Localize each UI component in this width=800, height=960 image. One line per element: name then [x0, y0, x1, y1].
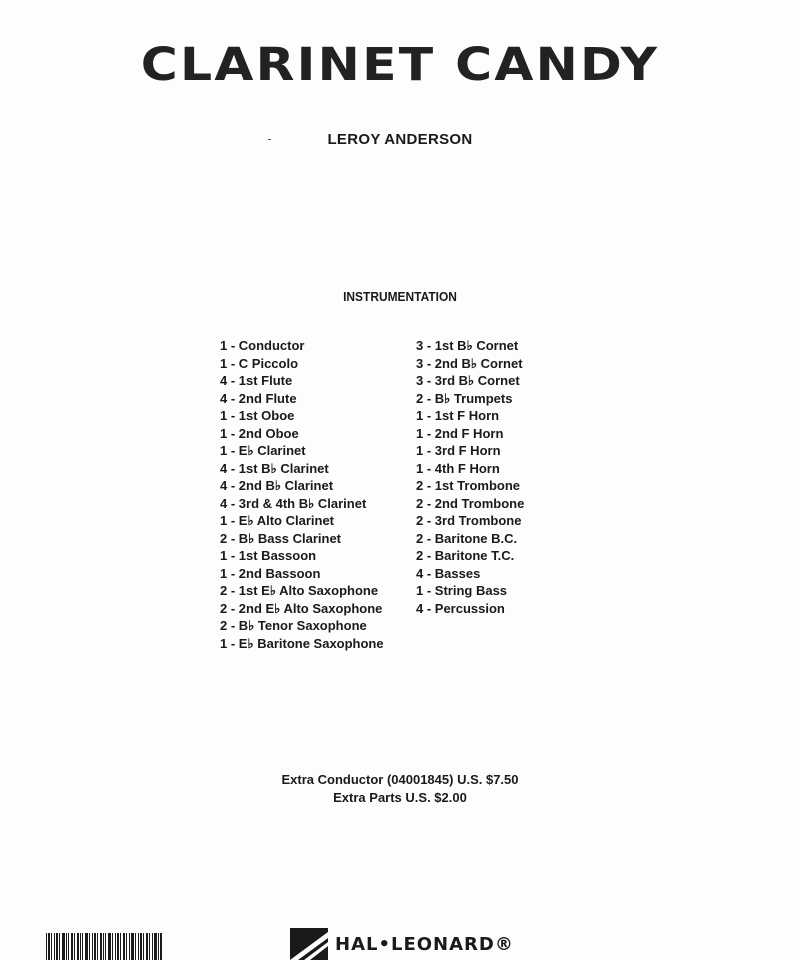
instrument-item: 1 - 3rd F Horn	[416, 443, 501, 458]
instrument-item: 4 - Percussion	[416, 600, 505, 616]
instrument-item: 2 - B♭ Tenor Saxophone	[220, 618, 367, 633]
composer: LEROY ANDERSON	[327, 131, 473, 148]
instrument-list-left	[220, 337, 384, 652]
instrument-item: 1 - String Bass	[416, 583, 508, 598]
extra-prices	[0, 771, 800, 807]
extra-parts-price: Extra Parts U.S. $2.00	[333, 790, 467, 805]
instrument-item: 4 - 1st B♭ Clarinet	[220, 460, 329, 476]
instrument-item: 2 - 1st E♭ Alto Saxophone	[220, 583, 379, 598]
publisher-logo	[290, 928, 514, 960]
instrument-item: 4 - 1st Flute	[220, 373, 293, 388]
instrument-item: 4 - 3rd & 4th B♭ Clarinet	[220, 495, 367, 511]
hal-leonard-logo-mark	[290, 928, 328, 960]
instrument-item: 4 - 2nd B♭ Clarinet	[220, 478, 334, 493]
instrument-item: 1 - 1st F Horn	[416, 408, 500, 423]
instrument-item: 1 - E♭ Alto Clarinet	[220, 513, 334, 528]
instrument-item: 1 - 2nd Oboe	[220, 425, 299, 441]
instrument-item: 2 - Baritone B.C.	[416, 530, 518, 546]
instrument-item: 3 - 3rd B♭ Cornet	[416, 373, 520, 388]
instrument-item: 1 - Conductor	[220, 338, 305, 353]
instrument-item: 1 - 2nd Bassoon	[220, 565, 321, 581]
instrument-item: 1 - 1st Bassoon	[220, 548, 317, 563]
barcode	[46, 933, 162, 960]
title: CLARINET CANDY	[140, 38, 660, 91]
instrument-item: 3 - 1st B♭ Cornet	[416, 338, 519, 353]
instrument-item: 1 - E♭ Baritone Saxophone	[220, 635, 384, 651]
instrument-item: 2 - Baritone T.C.	[416, 548, 515, 563]
instrument-item: 2 - B♭ Bass Clarinet	[220, 530, 342, 546]
instrument-item: 1 - 2nd F Horn	[416, 425, 504, 441]
publisher-name: HAL•LEONARD®	[335, 933, 514, 955]
instrument-item: 1 - E♭ Clarinet	[220, 443, 306, 458]
instrumentation-heading: INSTRUMENTATION	[343, 289, 457, 304]
instrument-item: 2 - 3rd Trombone	[416, 513, 522, 528]
instrument-item: 2 - 1st Trombone	[416, 478, 521, 493]
instrument-item: 1 - 4th F Horn	[416, 460, 500, 476]
instrument-item: 4 - Basses	[416, 565, 481, 581]
instrument-item: 2 - 2nd Trombone	[416, 495, 525, 511]
instrument-item: 4 - 2nd Flute	[220, 390, 297, 406]
instrument-item: 1 - 1st Oboe	[220, 408, 295, 423]
extra-conductor-price: Extra Conductor (04001845) U.S. $7.50	[281, 772, 519, 787]
instrument-item: 1 - C Piccolo	[220, 355, 299, 371]
instrument-item: 2 - B♭ Trumpets	[416, 390, 513, 406]
instrument-list-right	[416, 337, 524, 617]
instrument-item: 2 - 2nd E♭ Alto Saxophone	[220, 600, 383, 616]
instrument-item: 3 - 2nd B♭ Cornet	[416, 355, 523, 371]
